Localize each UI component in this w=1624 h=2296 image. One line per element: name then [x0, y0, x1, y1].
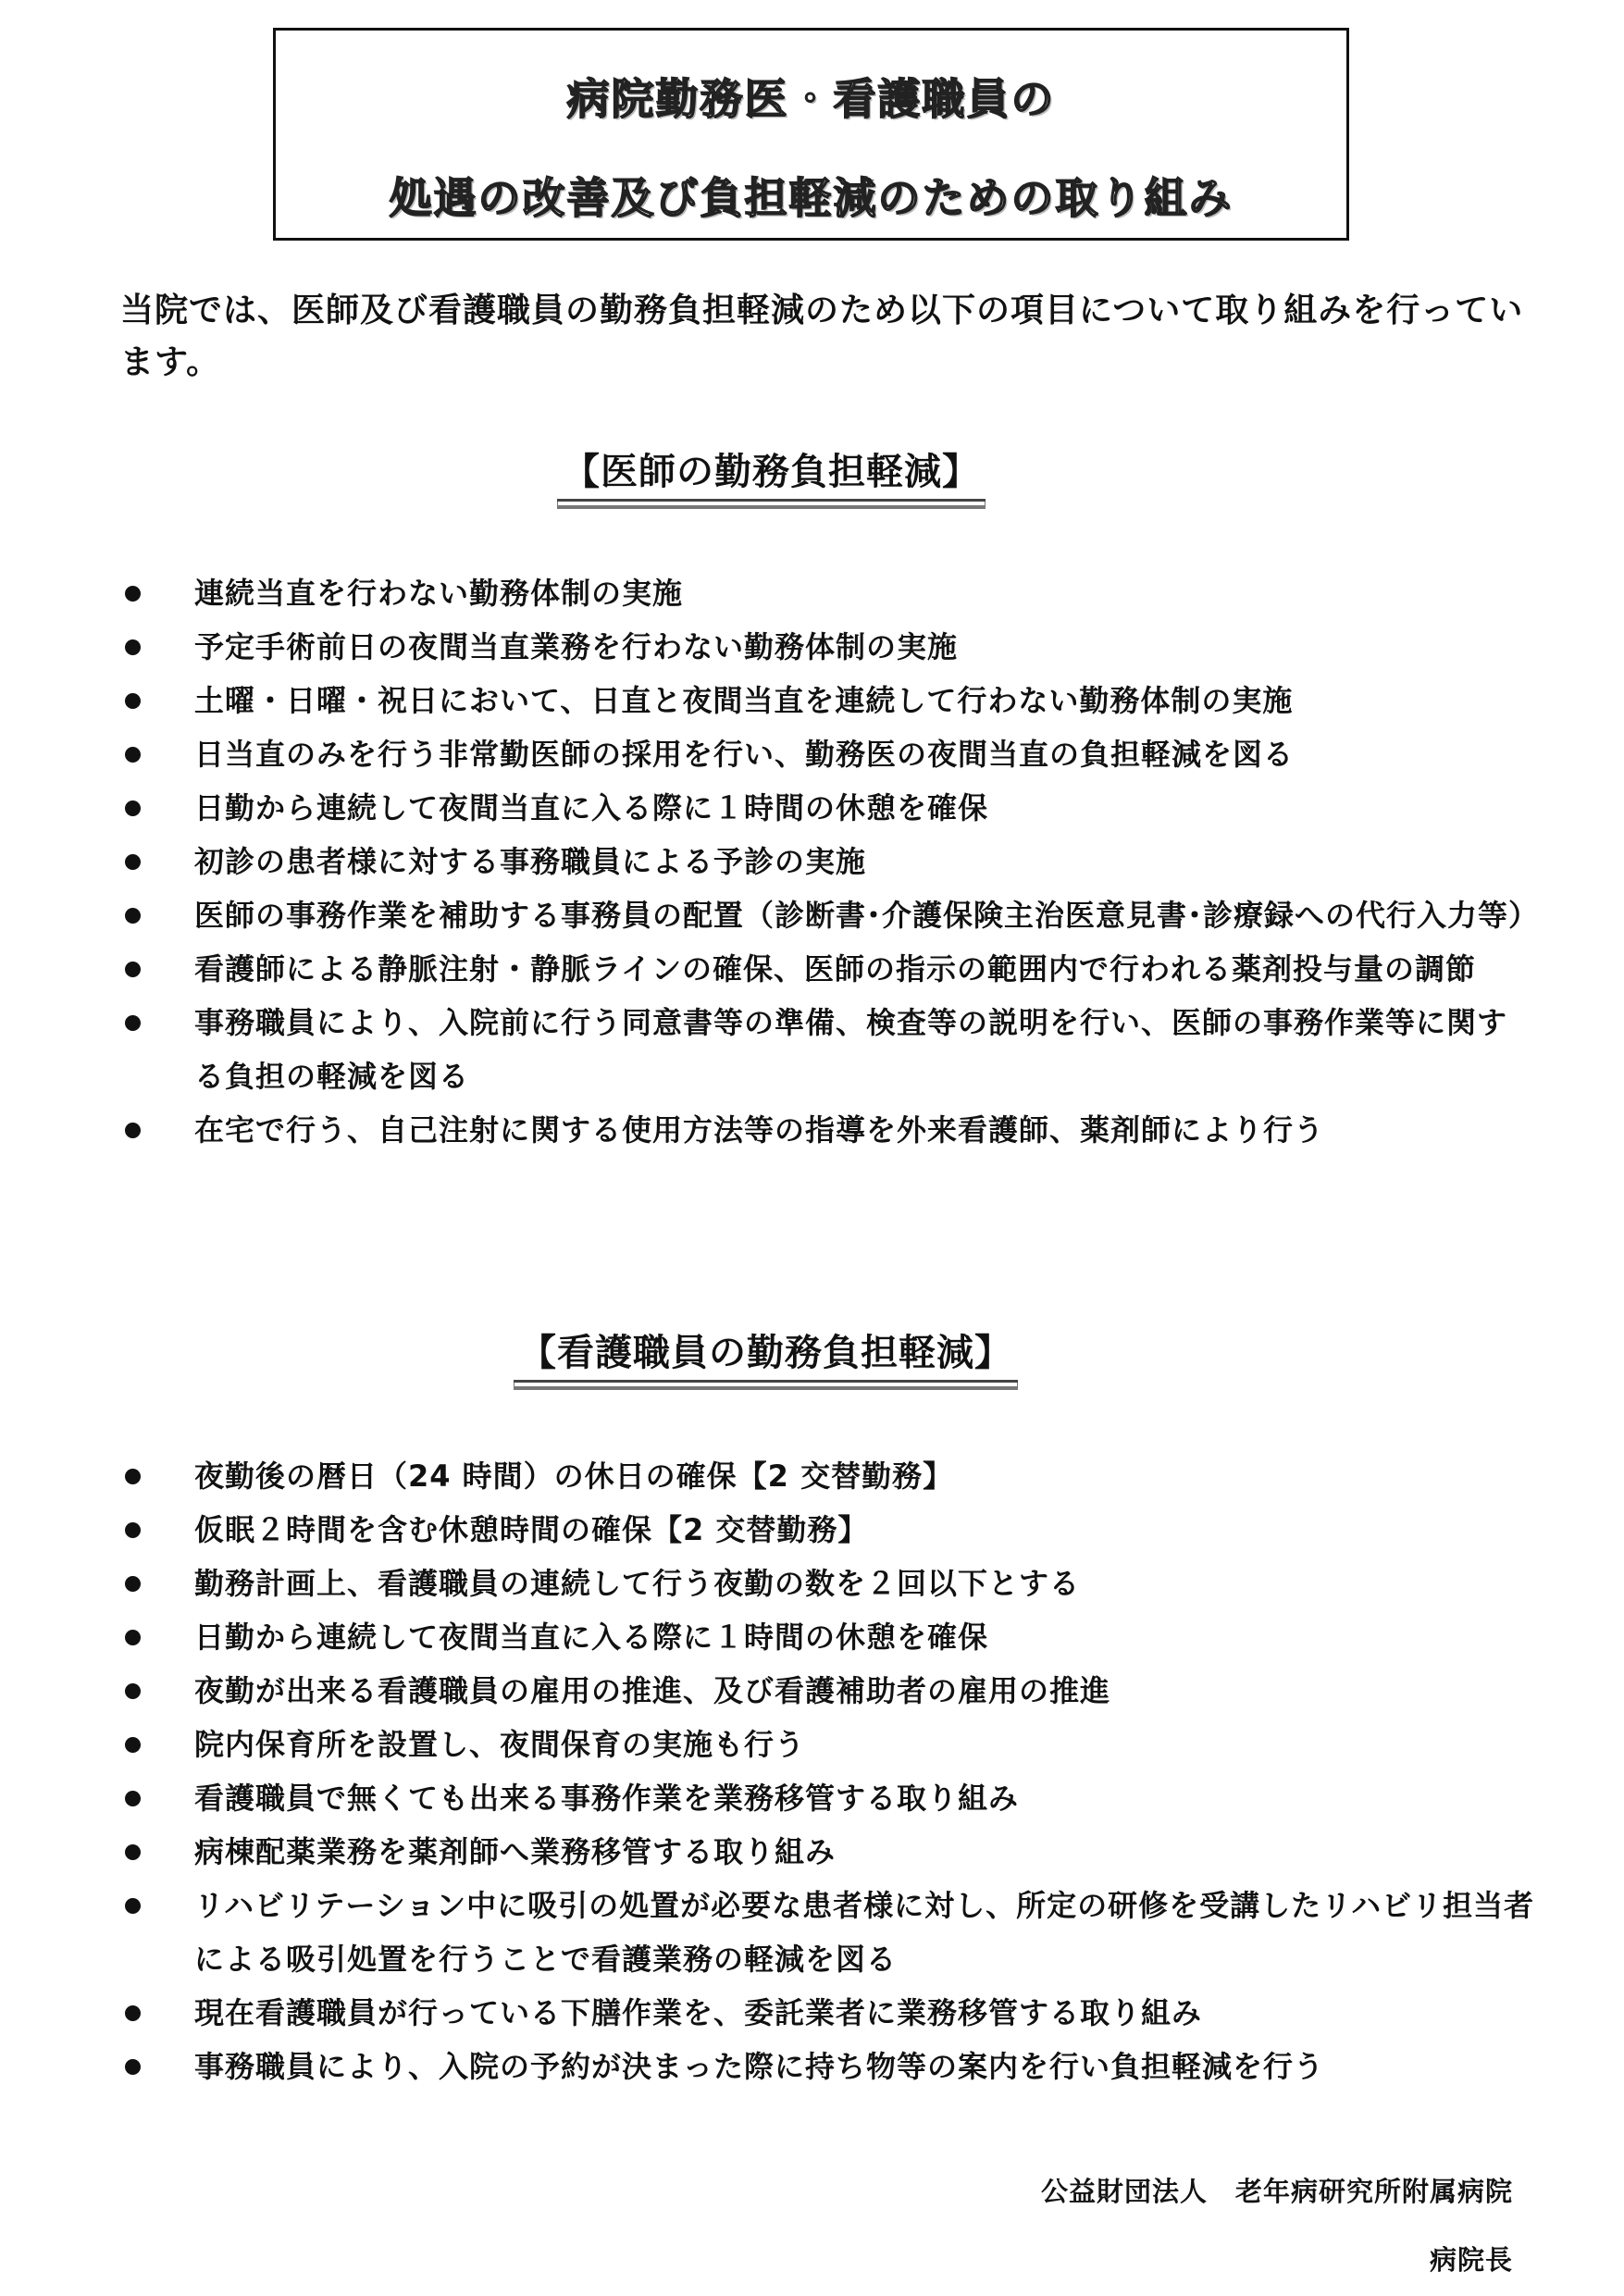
list-item-text: 現在看護職員が行っている下膳作業を、委託業者に業務移管する取り組み: [194, 1995, 1203, 2030]
list-item-text: 看護職員で無くても出来る事務作業を業務移管する取り組み: [194, 1781, 1020, 1816]
bullet-icon: [125, 2059, 141, 2075]
list-item: [120, 1557, 1536, 1610]
list-item: [120, 1449, 1536, 1503]
list-item: [120, 1825, 1536, 1879]
bullet-icon: [125, 908, 141, 924]
list-item-text: 予定手術前日の夜間当直業務を行わない勤務体制の実施: [194, 629, 959, 664]
bullet-icon: [125, 1576, 141, 1592]
list-item-text: 勤務計画上、看護職員の連続して行う夜勤の数を２回以下とする: [194, 1566, 1081, 1601]
list-item: [120, 2040, 1536, 2093]
list-item-text: 土曜・日曜・祝日において、日直と夜間当直を連続して行わない勤務体制の実施: [194, 683, 1294, 718]
bullet-icon: [125, 1015, 141, 1031]
bullet-icon: [125, 1123, 141, 1138]
list-item: [120, 1879, 1536, 1986]
title-box: [273, 28, 1349, 241]
list-item-text: 医師の事務作業を補助する事務員の配置（診断書･介護保険主治医意見書･診療録への代行入力等）: [194, 898, 1540, 933]
bullet-icon: [125, 1683, 141, 1699]
signature-organization: 公益財団法人 老年病研究所附属病院: [1040, 2176, 1513, 2207]
list-item: [120, 674, 1536, 727]
list-item-text: 看護師による静脈注射・静脈ラインの確保、医師の指示の範囲内で行われる薬剤投与量の調節: [194, 951, 1477, 987]
list-item: [120, 566, 1536, 620]
signature-title: 病院長: [1429, 2244, 1513, 2276]
doctor-measures-list: [120, 566, 1540, 1157]
nurse-section-heading: 【看護職員の勤務負担軽減】: [514, 1323, 1018, 1383]
list-item-text: 日当直のみを行う非常勤医師の採用を行い、勤務医の夜間当直の負担軽減を図る: [194, 737, 1295, 772]
bullet-icon: [125, 747, 141, 763]
bullet-icon: [125, 639, 141, 655]
title-line-1: 病院勤務医・看護職員の: [566, 74, 1056, 124]
list-item-text: 仮眠２時間を含む休憩時間の確保【2 交替勤務】: [194, 1512, 869, 1547]
bullet-icon: [125, 1469, 141, 1484]
bullet-icon: [125, 693, 141, 709]
list-item-text: 院内保育所を設置し、夜間保育の実施も行う: [194, 1727, 806, 1762]
list-item-text: 在宅で行う、自己注射に関する使用方法等の指導を外来看護師、薬剤師により行う: [194, 1112, 1325, 1148]
list-item: [120, 888, 1540, 942]
list-item: [120, 1986, 1536, 2040]
list-item: [120, 1718, 1536, 1771]
list-item-text: 連続当直を行わない勤務体制の実施: [194, 576, 684, 611]
list-item: [120, 1771, 1536, 1825]
list-item: [120, 996, 1536, 1103]
list-item-text: 初診の患者様に対する事務職員による予診の実施: [194, 844, 867, 879]
list-item-text: 日勤から連続して夜間当直に入る際に１時間の休憩を確保: [194, 1620, 989, 1655]
list-item-text: 事務職員により、入院の予約が決まった際に持ち物等の案内を行い負担軽減を行う: [194, 2049, 1325, 2084]
list-item-text: 夜勤後の暦日（24 時間）の休日の確保【2 交替勤務】: [194, 1458, 954, 1494]
list-item-text: 事務職員により、入院前に行う同意書等の準備、検査等の説明を行い、医師の事務作業等に関する負担の軽減を図る: [194, 1005, 1508, 1094]
bullet-icon: [125, 2005, 141, 2021]
list-item: [120, 620, 1536, 674]
list-item: [120, 1664, 1536, 1718]
list-item: [120, 1103, 1536, 1157]
bullet-icon: [125, 1898, 141, 1914]
title-line-2: 処遇の改善及び負担軽減のための取り組み: [389, 173, 1233, 223]
list-item-text: 病棟配薬業務を薬剤師へ業務移管する取り組み: [194, 1834, 837, 1869]
doctor-section-heading: 【医師の勤務負担軽減】: [557, 442, 986, 502]
bullet-icon: [125, 1630, 141, 1645]
bullet-icon: [125, 800, 141, 816]
list-item: [120, 781, 1536, 835]
list-item: [120, 1503, 1536, 1557]
bullet-icon: [125, 1844, 141, 1860]
bullet-icon: [125, 1791, 141, 1806]
bullet-icon: [125, 962, 141, 977]
list-item-text: 日勤から連続して夜間当直に入る際に１時間の休憩を確保: [194, 790, 989, 825]
intro-paragraph: 当院では、医師及び看護職員の勤務負担軽減のため以下の項目について取り組みを行っています。: [120, 292, 1524, 381]
list-item: [120, 942, 1536, 996]
list-item-text: 夜勤が出来る看護職員の雇用の推進、及び看護補助者の雇用の推進: [194, 1673, 1111, 1708]
bullet-icon: [125, 1522, 141, 1538]
bullet-icon: [125, 854, 141, 870]
list-item: [120, 727, 1536, 781]
bullet-icon: [125, 586, 141, 602]
list-item: [120, 1610, 1536, 1664]
list-item-text: リハビリテーション中に吸引の処置が必要な患者様に対し、所定の研修を受講したリハビリ担当者による吸引処置を行うことで看護業務の軽減を図る: [194, 1888, 1535, 1977]
list-item: [120, 835, 1536, 888]
bullet-icon: [125, 1737, 141, 1753]
nurse-measures-list: [120, 1449, 1536, 2093]
